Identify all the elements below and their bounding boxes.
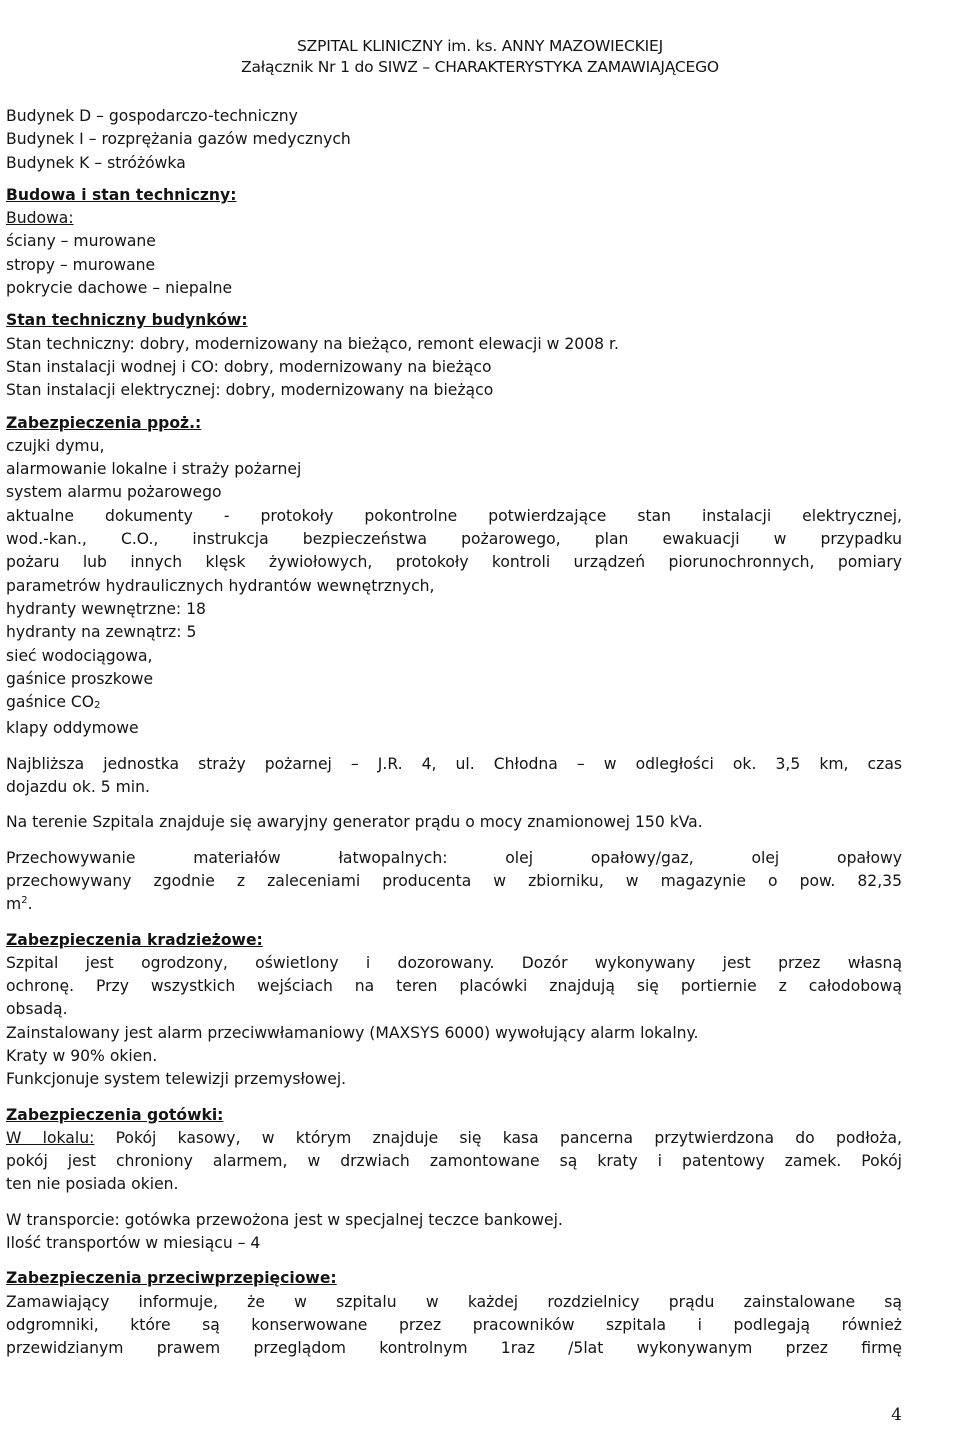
theft-item: Kraty w 90% okien. bbox=[6, 1046, 158, 1065]
fire-item: system alarmu pożarowego bbox=[6, 483, 222, 502]
theft-item: Funkcjonuje system telewizji przemysłowej. bbox=[6, 1070, 347, 1089]
building-line: Budynek K – stróżówka bbox=[6, 153, 186, 172]
surge-line: Zamawiający informuje, że w szpitalu w każdej rozdzielnicy prądu zainstalowane są bbox=[6, 1292, 902, 1311]
fire-unit-line: dojazdu ok. 5 min. bbox=[6, 778, 150, 797]
header-hospital-name: SZPITAL KLINICZNY im. ks. ANNY MAZOWIECKIEJ bbox=[297, 37, 663, 55]
section-heading-surge: Zabezpieczenia przeciwprzepięciowe: bbox=[6, 1269, 337, 1288]
fire-unit-line: Najbliższa jednostka straży pożarnej – J.R. 4, ul. Chłodna – w odległości ok. 3,5 km, czas bbox=[6, 754, 902, 773]
cash-transport-line: W transporcie: gotówka przewożona jest w specjalnej teczce bankowej. bbox=[6, 1210, 563, 1229]
construction-item: pokrycie dachowe – niepalne bbox=[6, 279, 233, 298]
header-attachment-title: Załącznik Nr 1 do SIWZ – CHARAKTERYSTYKA ZAMAWIAJĄCEGO bbox=[241, 58, 719, 76]
section-heading-theft: Zabezpieczenia kradzieżowe: bbox=[6, 930, 263, 949]
surge-line: odgromniki, które są konserwowane przez pracowników szpitala i podlegają również bbox=[6, 1315, 902, 1334]
fire-item: gaśnice proszkowe bbox=[6, 669, 154, 688]
building-line: Budynek I – rozprężania gazów medycznych bbox=[6, 130, 351, 149]
section-heading-cash: Zabezpieczenia gotówki: bbox=[6, 1105, 224, 1124]
cash-local-line: pokój jest chroniony alarmem, w drzwiach zamontowane są kraty i patentowy zamek. Pokój bbox=[6, 1152, 902, 1171]
theft-line: obsadą. bbox=[6, 1000, 68, 1019]
fire-docs-line: pożaru lub innych klęsk żywiołowych, protokoły kontroli urządzeń piorunochronnych, pomiary bbox=[6, 553, 902, 572]
storage-line: przechowywany zgodnie z zaleceniami producenta w zbiorniku, w magazynie o pow. 82,35 bbox=[6, 871, 902, 890]
cash-local-text: Pokój kasowy, w którym znajduje się kasa pancerna przytwierdzona do podłoża, bbox=[94, 1128, 902, 1147]
tech-state-item: Stan instalacji wodnej i CO: dobry, modernizowany na bieżąco bbox=[6, 357, 492, 376]
surge-line: przewidzianym prawem przeglądom kontrolnym 1raz /5lat wykonywanym przez firmę bbox=[6, 1339, 902, 1358]
storage-line bbox=[6, 893, 902, 916]
theft-line: ochronę. Przy wszystkich wejściach na teren placówki znajdują się portiernie z całodobową bbox=[6, 977, 902, 996]
cash-transport-line: Ilość transportów w miesiącu – 4 bbox=[6, 1234, 261, 1253]
page-header bbox=[0, 36, 960, 78]
fire-docs-line: aktualne dokumenty - protokoły pokontrolne potwierdzające stan instalacji elektrycznej, bbox=[6, 506, 902, 525]
fire-docs-line: parametrów hydraulicznych hydrantów wewnętrznych, bbox=[6, 576, 435, 595]
fire-item: czujki dymu, bbox=[6, 436, 105, 455]
construction-item: ściany – murowane bbox=[6, 232, 156, 251]
fire-item-co2 bbox=[6, 691, 902, 717]
cash-local-line bbox=[6, 1127, 902, 1150]
fire-item: hydranty na zewnątrz: 5 bbox=[6, 623, 197, 642]
construction-item: stropy – murowane bbox=[6, 255, 156, 274]
fire-item: klapy oddymowe bbox=[6, 719, 139, 738]
cash-local-label: W lokalu: bbox=[6, 1128, 95, 1147]
tech-state-item: Stan instalacji elektrycznej: dobry, modernizowany na bieżąco bbox=[6, 381, 494, 400]
fire-item: sieć wodociągowa, bbox=[6, 646, 153, 665]
co2-subscript: 2 bbox=[94, 700, 101, 712]
section-heading-construction: Budowa i stan techniczny: bbox=[6, 185, 237, 204]
storage-line: Przechowywanie materiałów łatwopalnych: olej opałowy/gaz, olej opałowy bbox=[6, 848, 902, 867]
section-heading-tech-state: Stan techniczny budynków: bbox=[6, 311, 248, 330]
fire-docs-line: wod.-kan., C.O., instrukcja bezpieczeństwa pożarowego, plan ewakuacji w przypadku bbox=[6, 530, 902, 549]
page-number: 4 bbox=[891, 1405, 902, 1425]
area-unit-suffix: . bbox=[27, 895, 33, 914]
document-body bbox=[6, 105, 902, 1361]
generator-text: Na terenie Szpitala znajduje się awaryjny generator prądu o mocy znamionowej 150 kVa. bbox=[6, 813, 703, 832]
subheading-construction: Budowa: bbox=[6, 209, 74, 228]
building-line: Budynek D – gospodarczo-techniczny bbox=[6, 107, 298, 125]
co2-label: gaśnice CO bbox=[6, 693, 95, 712]
section-heading-fire: Zabezpieczenia ppoż.: bbox=[6, 413, 202, 432]
area-unit-superscript: 2 bbox=[21, 895, 28, 907]
tech-state-item: Stan techniczny: dobry, modernizowany na bieżąco, remont elewacji w 2008 r. bbox=[6, 334, 619, 353]
fire-item: hydranty wewnętrzne: 18 bbox=[6, 599, 206, 618]
theft-line: Szpital jest ogrodzony, oświetlony i dozorowany. Dozór wykonywany jest przez własną bbox=[6, 953, 902, 972]
cash-local-line: ten nie posiada okien. bbox=[6, 1175, 179, 1194]
fire-item: alarmowanie lokalne i straży pożarnej bbox=[6, 460, 302, 479]
area-unit: m bbox=[6, 895, 22, 914]
theft-item: Zainstalowany jest alarm przeciwwłamaniowy (MAXSYS 6000) wywołujący alarm lokalny. bbox=[6, 1023, 699, 1042]
